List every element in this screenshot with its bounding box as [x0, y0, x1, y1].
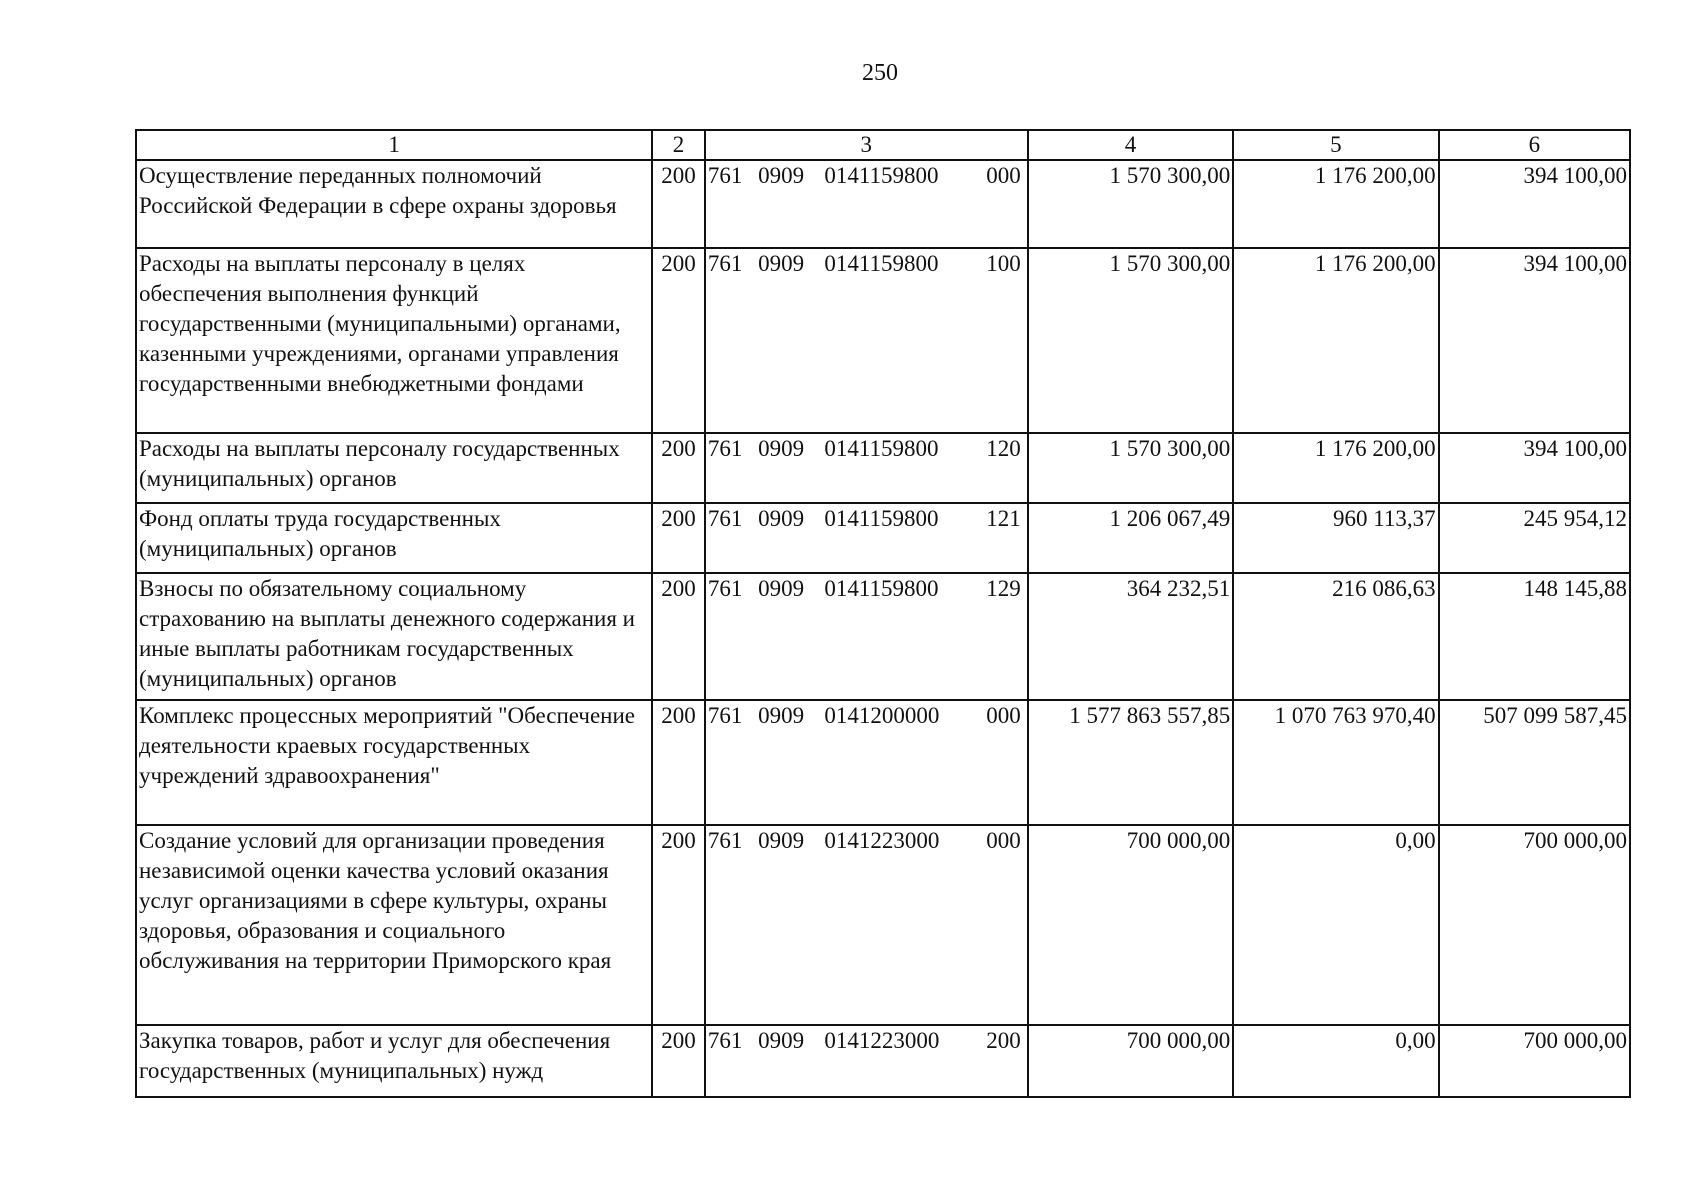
row-code — [705, 573, 1028, 700]
row-gr: 200 — [652, 1025, 705, 1097]
code-target: 0141223000 — [824, 828, 940, 853]
table-row — [136, 160, 1630, 248]
row-sum-5: 960 113,37 — [1233, 503, 1438, 573]
code-expense-type: 000 — [986, 163, 1021, 188]
header-col-1: 1 — [136, 130, 652, 160]
row-sum-5: 216 086,63 — [1233, 573, 1438, 700]
row-sum-4: 1 206 067,49 — [1028, 503, 1233, 573]
row-sum-6: 700 000,00 — [1439, 825, 1630, 1025]
row-sum-6: 394 100,00 — [1439, 248, 1630, 433]
row-code — [705, 160, 1028, 248]
row-code — [705, 700, 1028, 825]
page-number: 250 — [862, 60, 898, 86]
row-name: Взносы по обязательному социальному страхованию на выплаты денежного содержания и иные выплаты работникам государственных (муниципальных) органов — [136, 573, 652, 700]
table-row — [136, 433, 1630, 503]
code-ministry: 761 — [707, 163, 743, 188]
table-row — [136, 248, 1630, 433]
code-section: 0909 — [758, 576, 805, 601]
row-sum-4: 364 232,51 — [1028, 573, 1233, 700]
row-sum-5: 0,00 — [1233, 825, 1438, 1025]
code-target: 0141159800 — [824, 576, 939, 601]
table-row — [136, 503, 1630, 573]
row-name: Фонд оплаты труда государственных (муниципальных) органов — [136, 503, 652, 573]
row-sum-5: 1 176 200,00 — [1233, 433, 1438, 503]
header-col-2: 2 — [652, 130, 705, 160]
code-section: 0909 — [758, 506, 805, 531]
row-sum-4: 1 570 300,00 — [1028, 433, 1233, 503]
row-name: Закупка товаров, работ и услуг для обеспечения государственных (муниципальных) нужд — [136, 1025, 652, 1097]
row-gr: 200 — [652, 433, 705, 503]
code-ministry: 761 — [707, 506, 743, 531]
row-gr: 200 — [652, 503, 705, 573]
row-name: Осуществление переданных полномочий Российской Федерации в сфере охраны здоровья — [136, 160, 652, 248]
table-row — [136, 573, 1630, 700]
code-target: 0141159800 — [824, 251, 939, 276]
code-target: 0141200000 — [824, 703, 940, 728]
code-section: 0909 — [758, 251, 805, 276]
code-expense-type: 121 — [986, 506, 1021, 531]
row-sum-4: 700 000,00 — [1028, 825, 1233, 1025]
code-ministry: 761 — [707, 576, 743, 601]
row-name: Расходы на выплаты персоналу в целях обеспечения выполнения функций государственными (муниципальными) органами, казенными учреждениями, органами управления государственными внебюджетными фондами — [136, 248, 652, 433]
code-expense-type: 100 — [986, 251, 1021, 276]
code-ministry: 761 — [707, 251, 743, 276]
row-sum-5: 1 176 200,00 — [1233, 248, 1438, 433]
row-sum-5: 1 070 763 970,40 — [1233, 700, 1438, 825]
code-expense-type: 129 — [986, 576, 1021, 601]
row-sum-6: 507 099 587,45 — [1439, 700, 1630, 825]
row-sum-6: 700 000,00 — [1439, 1025, 1630, 1097]
header-col-6: 6 — [1439, 130, 1630, 160]
header-col-4: 4 — [1028, 130, 1233, 160]
row-code — [705, 433, 1028, 503]
header-row — [136, 130, 1630, 160]
table-row — [136, 1025, 1630, 1097]
row-name: Расходы на выплаты персоналу государственных (муниципальных) органов — [136, 433, 652, 503]
code-expense-type: 200 — [986, 1028, 1021, 1053]
code-target: 0141159800 — [824, 163, 939, 188]
header-col-5: 5 — [1233, 130, 1438, 160]
row-code — [705, 503, 1028, 573]
code-expense-type: 000 — [986, 828, 1021, 853]
budget-table — [135, 129, 1631, 1098]
code-ministry: 761 — [707, 1028, 743, 1053]
row-sum-4: 1 570 300,00 — [1028, 160, 1233, 248]
row-sum-6: 394 100,00 — [1439, 433, 1630, 503]
row-sum-6: 245 954,12 — [1439, 503, 1630, 573]
code-target: 0141159800 — [824, 436, 939, 461]
code-expense-type: 120 — [986, 436, 1021, 461]
code-section: 0909 — [758, 163, 805, 188]
code-target: 0141159800 — [824, 506, 939, 531]
row-sum-5: 0,00 — [1233, 1025, 1438, 1097]
code-ministry: 761 — [707, 436, 743, 461]
header-col-3: 3 — [705, 130, 1028, 160]
code-ministry: 761 — [707, 828, 743, 853]
row-sum-4: 1 570 300,00 — [1028, 248, 1233, 433]
row-sum-5: 1 176 200,00 — [1233, 160, 1438, 248]
code-ministry: 761 — [707, 703, 743, 728]
row-name: Комплекс процессных мероприятий "Обеспечение деятельности краевых государственных учреждений здравоохранения" — [136, 700, 652, 825]
code-target: 0141223000 — [824, 1028, 940, 1053]
code-section: 0909 — [758, 436, 805, 461]
row-gr: 200 — [652, 160, 705, 248]
code-section: 0909 — [758, 703, 805, 728]
code-section: 0909 — [758, 1028, 805, 1053]
row-code — [705, 248, 1028, 433]
row-gr: 200 — [652, 700, 705, 825]
row-code — [705, 825, 1028, 1025]
row-gr: 200 — [652, 573, 705, 700]
row-gr: 200 — [652, 825, 705, 1025]
code-section: 0909 — [758, 828, 805, 853]
row-sum-6: 394 100,00 — [1439, 160, 1630, 248]
row-name: Создание условий для организации проведения независимой оценки качества условий оказания услуг организациями в сфере культуры, охраны здоровья, образования и социального обслуживания на территории Приморского края — [136, 825, 652, 1025]
table-row — [136, 825, 1630, 1025]
code-expense-type: 000 — [986, 703, 1021, 728]
row-sum-4: 700 000,00 — [1028, 1025, 1233, 1097]
row-gr: 200 — [652, 248, 705, 433]
row-sum-4: 1 577 863 557,85 — [1028, 700, 1233, 825]
table-row — [136, 700, 1630, 825]
row-code — [705, 1025, 1028, 1097]
row-sum-6: 148 145,88 — [1439, 573, 1630, 700]
